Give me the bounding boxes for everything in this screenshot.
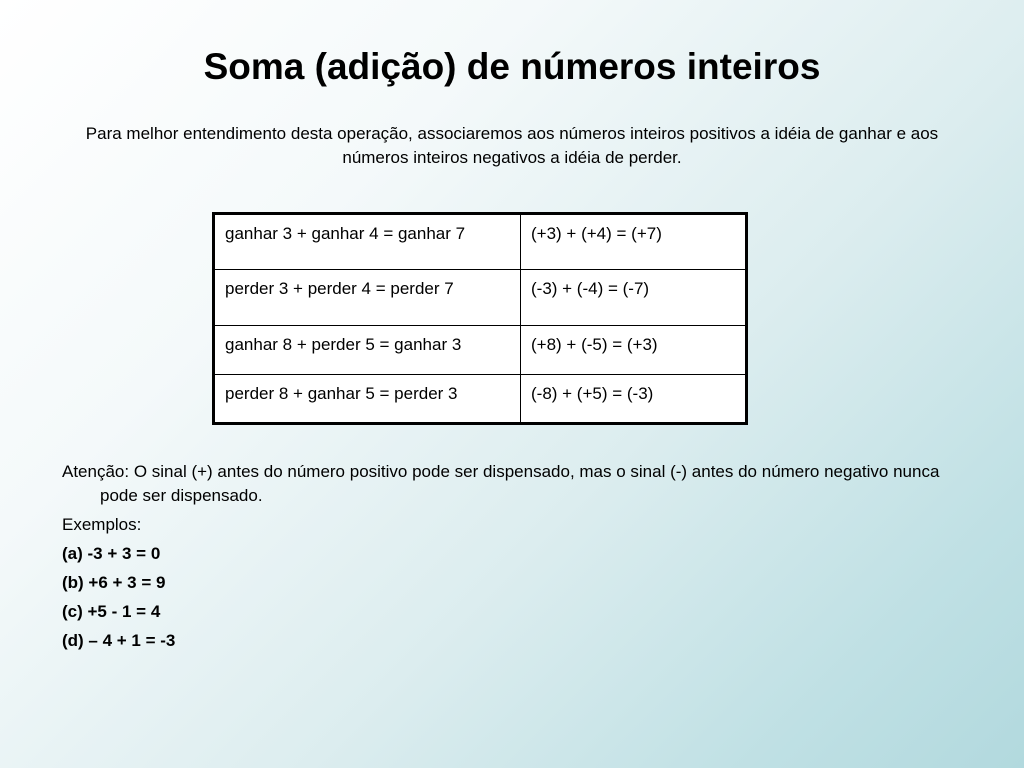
table-row <box>214 214 747 270</box>
table-cell-words: ganhar 8 + perder 5 = ganhar 3 <box>214 326 521 375</box>
table-cell-signs: (-8) + (+5) = (-3) <box>521 375 747 424</box>
table-cell-signs: (+8) + (-5) = (+3) <box>521 326 747 375</box>
examples-label: Exemplos: <box>62 515 142 534</box>
table-cell-words: perder 3 + perder 4 = perder 7 <box>214 270 521 326</box>
example-a: (a) -3 + 3 = 0 <box>62 544 161 563</box>
intro-paragraph: Para melhor entendimento desta operação, associaremos aos números inteiros positivos a idéia de ganhar e aos números inteiros negativos a idéia de perder. <box>85 124 939 167</box>
table-row <box>214 270 747 326</box>
attention-note: Atenção: O sinal (+) antes do número positivo pode ser dispensado, mas o sinal (-) antes do número negativo nunca pode ser dispensado. <box>62 462 940 505</box>
notes-section <box>62 460 962 658</box>
example-b: (b) +6 + 3 = 9 <box>62 573 166 592</box>
table-cell-signs: (+3) + (+4) = (+7) <box>521 214 747 270</box>
slide-title: Soma (adição) de números inteiros <box>203 46 821 87</box>
operations-table <box>212 212 748 425</box>
table-row <box>214 326 747 375</box>
example-c: (c) +5 - 1 = 4 <box>62 602 161 621</box>
table-cell-words: perder 8 + ganhar 5 = perder 3 <box>214 375 521 424</box>
table-cell-words: ganhar 3 + ganhar 4 = ganhar 7 <box>214 214 521 270</box>
table-cell-signs: (-3) + (-4) = (-7) <box>521 270 747 326</box>
example-d: (d) – 4 + 1 = -3 <box>62 631 176 650</box>
table-row <box>214 375 747 424</box>
